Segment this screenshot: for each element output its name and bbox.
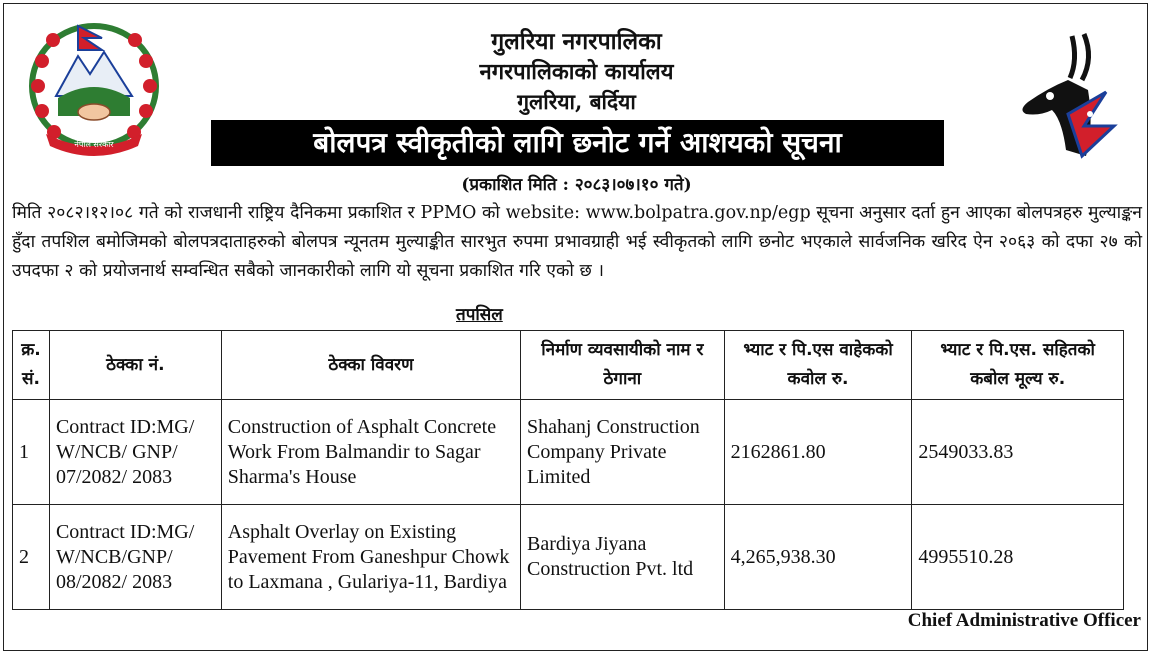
- details-heading: तपसिल: [456, 305, 503, 325]
- office-location: गुलरिया, बर्दिया: [517, 89, 636, 114]
- published-date: (प्रकाशित मिति : २०८३।०७।१० गते): [461, 175, 692, 195]
- cell-contract-no: Contract ID:MG/ W/NCB/ GNP/ 07/2082/ 2083: [49, 400, 221, 505]
- municipality-name: गुलरिया नगरपालिका: [491, 28, 662, 55]
- col-contract-desc: ठेक्का विवरण: [221, 331, 520, 400]
- notice-body: मिति २०८२।१२।०८ गते को राजधानी राष्ट्रिय दैनिकमा प्रकाशित र PPMO को website: www.bolpatra.gov.np/egp सूचना अनुसार दर्ता हुन आएका बोलपत्रहरु मुल्याङ्कन हुँदा तपशिल बमोजिमको बोलपत्रदाताहरुको बोलपत्र न्यूनतम मुल्याङ्कीत सारभुत रुपमा प्रभावग्राही भई स्वीकृतको लागि छनोट भएकाले सार्वजनिक खरिद ऐन २०६३ को दफा २७ को उपदफा २ को प्रयोजनार्थ सम्वन्धित सबैको जानकारीको लागि यो सूचना प्रकाशित गरि एको छ ।: [12, 203, 1142, 281]
- cell-amount-excl-vat: 4,265,938.30: [724, 505, 912, 610]
- table-row: [13, 400, 1124, 505]
- notice-title: बोलपत्र स्वीकृतीको लागि छनोट गर्ने आशयको सूचना: [211, 120, 944, 166]
- table-header-row: [13, 331, 1124, 400]
- col-amount-incl-vat: भ्याट र पि.एस. सहितको कबोल मूल्य रु.: [912, 331, 1124, 400]
- col-serial: क्र. सं.: [13, 331, 50, 400]
- signatory-title: Chief Administrative Officer: [907, 610, 1141, 631]
- col-amount-excl-vat: भ्याट र पि.एस वाहेकको कवोल रु.: [724, 331, 912, 400]
- office-name: नगरपालिकाको कार्यालय: [479, 59, 674, 85]
- col-contractor: निर्माण व्यवसायीको नाम र ठेगाना: [521, 331, 725, 400]
- cell-contract-no: Contract ID:MG/ W/NCB/GNP/ 08/2082/ 2083: [49, 505, 221, 610]
- cell-contractor: Bardiya Jiyana Construction Pvt. ltd: [521, 505, 725, 610]
- cell-serial: 1: [13, 400, 50, 505]
- cell-contract-desc: Construction of Asphalt Concrete Work From Balmandir to Sagar Sharma's House: [221, 400, 520, 505]
- bid-table: [12, 330, 1124, 610]
- cell-contract-desc: Asphalt Overlay on Existing Pavement From Ganeshpur Chowk to Laxmana , Gulariya-11, Bardiya: [221, 505, 520, 610]
- emblem-caption: नेपाल सरकार: [74, 140, 114, 149]
- col-contract-no: ठेक्का नं.: [49, 331, 221, 400]
- cell-amount-excl-vat: 2162861.80: [724, 400, 912, 505]
- table-row: [13, 505, 1124, 610]
- cell-amount-incl-vat: 2549033.83: [912, 400, 1124, 505]
- cell-contractor: Shahanj Construction Company Private Limited: [521, 400, 725, 505]
- cell-amount-incl-vat: 4995510.28: [912, 505, 1124, 610]
- cell-serial: 2: [13, 505, 50, 610]
